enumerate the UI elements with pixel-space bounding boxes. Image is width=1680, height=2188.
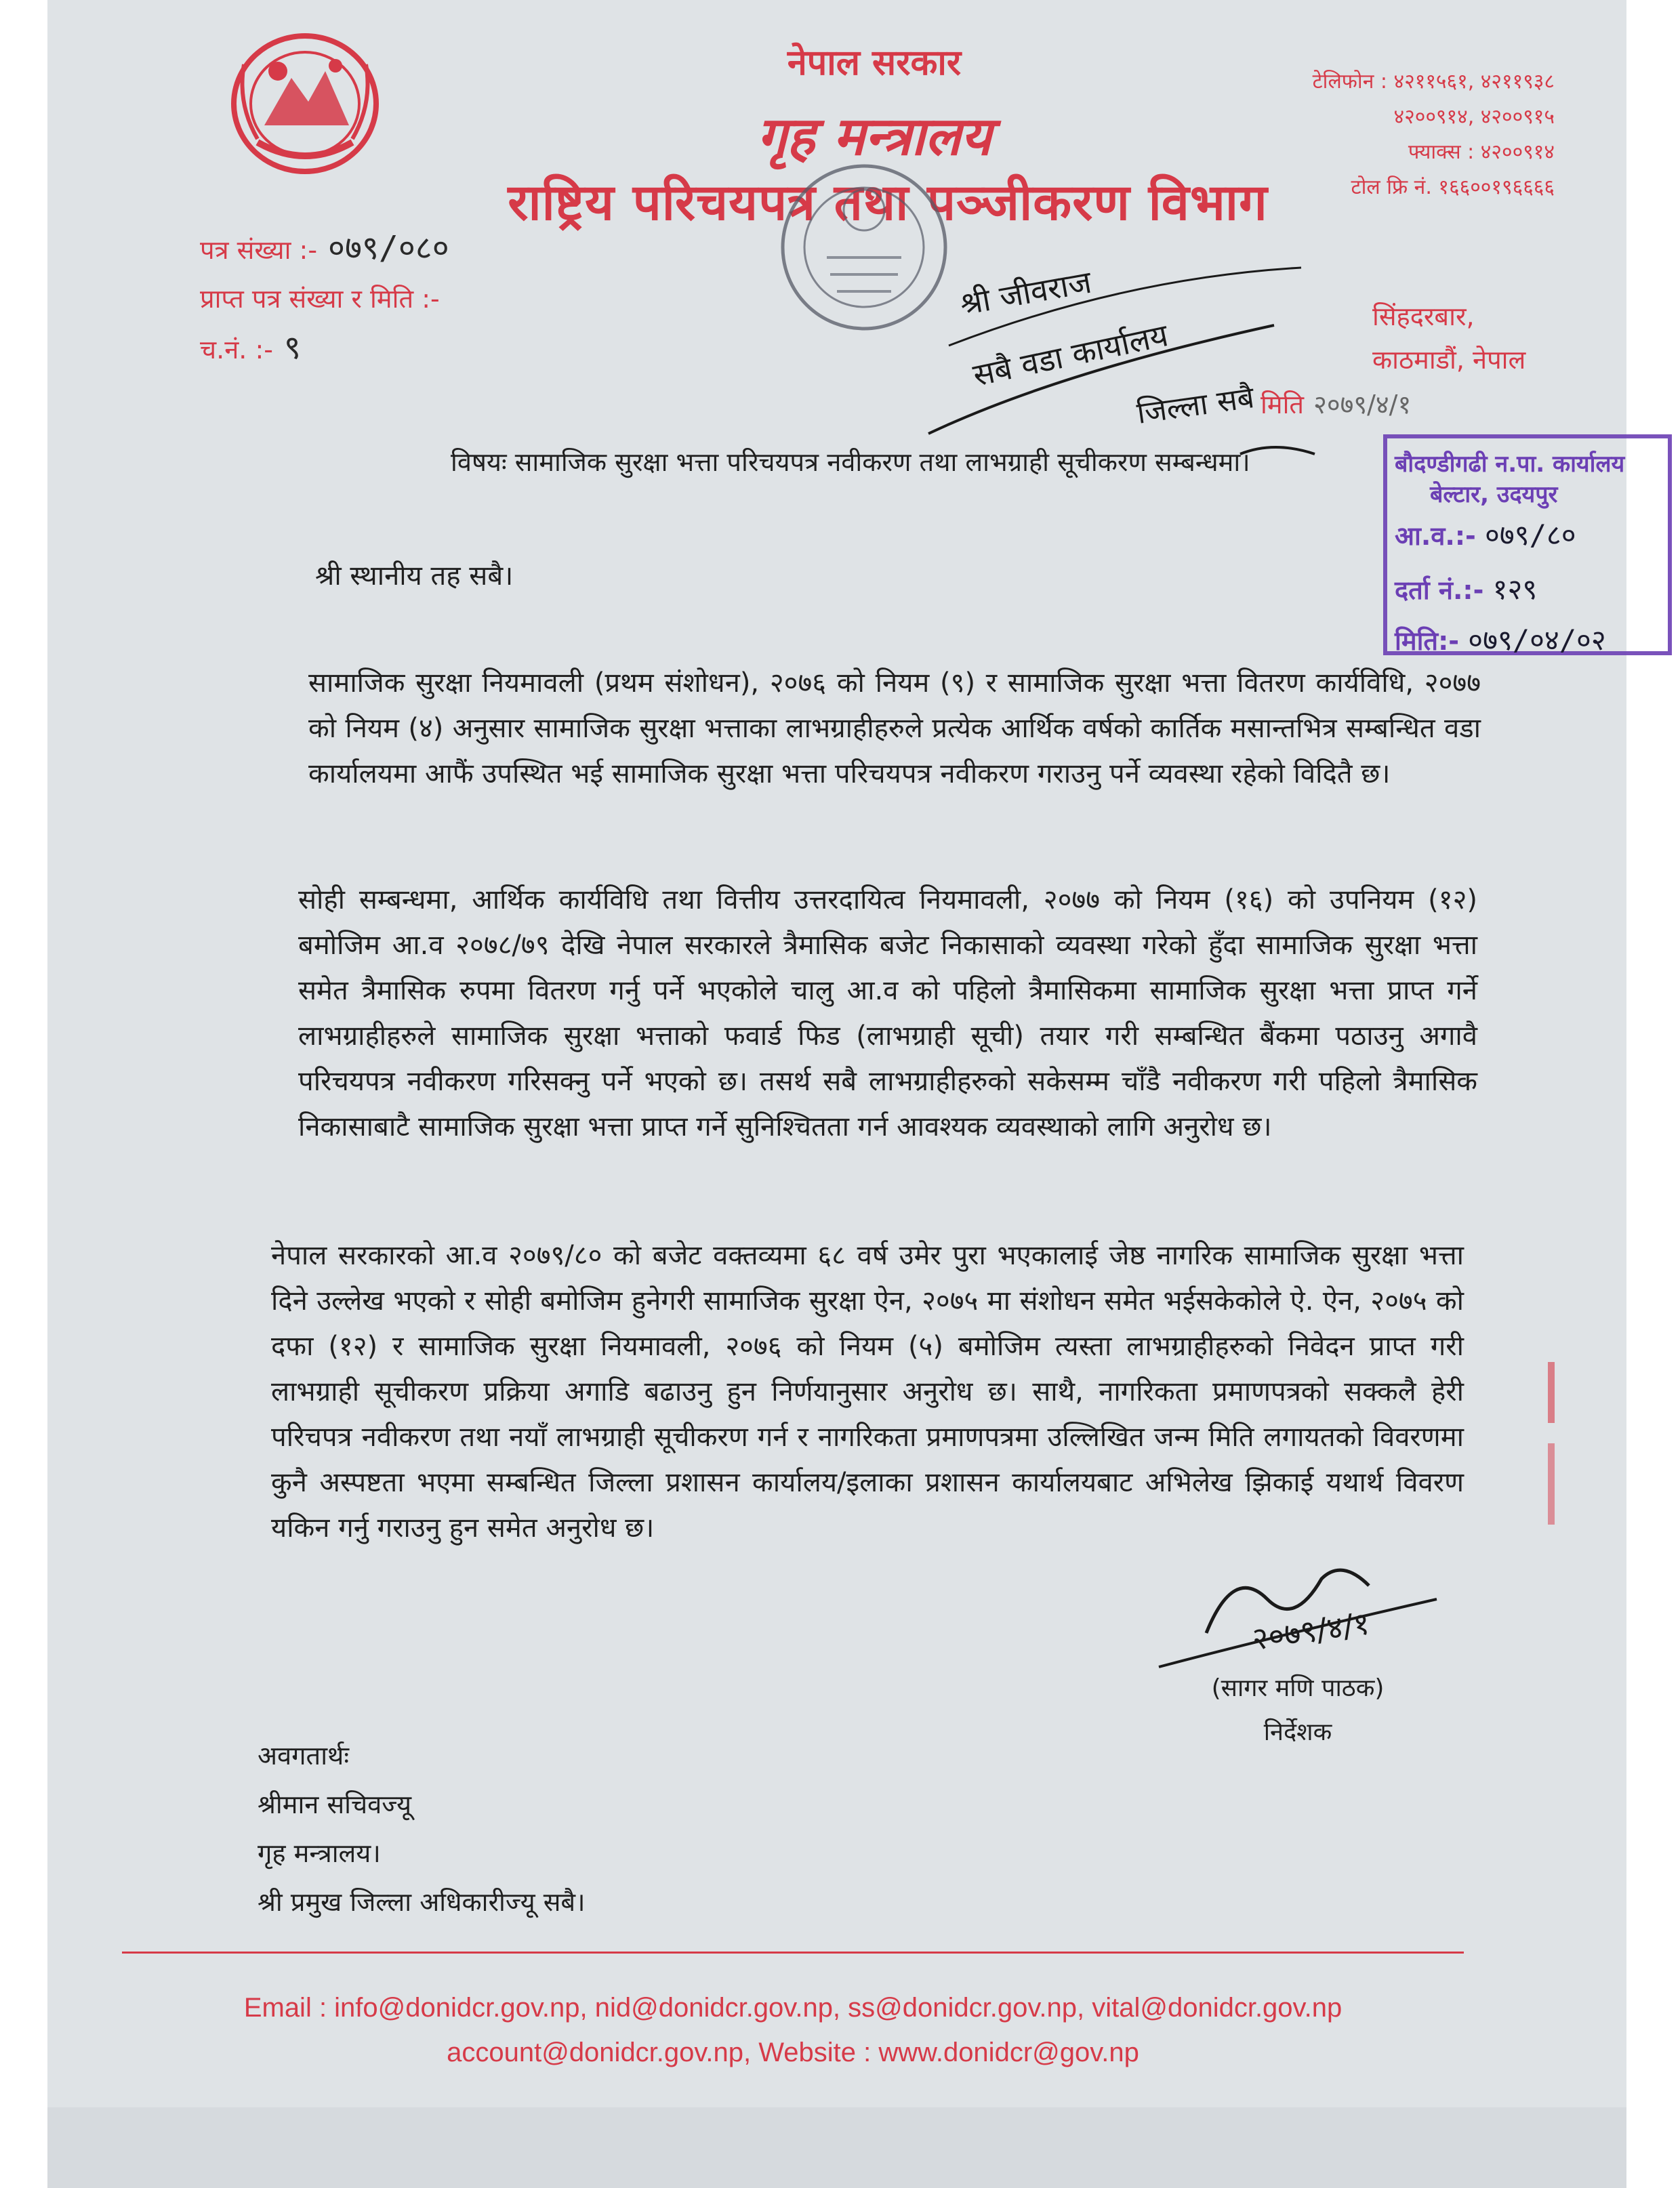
address-line-1: सिंहदरबार, (1372, 302, 1475, 331)
stamp-fiscal-year-row (1395, 515, 1576, 554)
body-paragraph-1: सामाजिक सुरक्षा नियमावली (प्रथम संशोधन), २०७६ को नियम (९) र सामाजिक सुरक्षा भत्ता वितरण कार्यविधि, २०७७ को नियम (४) अनुसार सामाजिक सुरक्षा भत्ताका लाभग्राहीहरुले प्रत्येक आर्थिक वर्षको कार्तिक मसान्तभित्र सम्बन्धित वडा कार्यालयमा आफैं उपस्थित भई सामाजिक सुरक्षा भत्ता परिचयपत्र नवीकरण गराउनु पर्ने व्यवस्था रहेको विदितै छ। (308, 667, 1481, 789)
cc-block (258, 1731, 586, 1926)
nepal-emblem-icon (217, 24, 393, 180)
body-paragraph-2: सोही सम्बन्धमा, आर्थिक कार्यविधि तथा वित्तीय उत्तरदायित्व नियमावली, २०७७ को नियम (१६) को उपनियम (१२) बमोजिम आ.व २०७८/७९ देखि नेपाल सरकारले त्रैमासिक बजेट निकासाको व्यवस्था गरेको हुँदा सामाजिक सुरक्षा भत्ता समेत त्रैमासिक रुपमा वितरण गर्नु पर्ने भएकोले चालु आ.व को पहिलो त्रैमासिकमा सामाजिक सुरक्षा भत्ता प्राप्त गर्ने लाभग्राहीहरुले सामाजिक सुरक्षा भत्ताको फवार्ड फिड (लाभग्राही सूची) तयार गरी सम्बन्धित बैंकमा पठाउनु अगावै परिचयपत्र नवीकरण गरिसक्नु पर्ने भएको छ। तसर्थ सबै लाभग्राहीहरुको सकेसम्म चाँडै नवीकरण गरी पहिलो त्रैमासिक निकासाबाटै सामाजिक सुरक्षा भत्ता प्राप्त गर्ने सुनिश्चितता गर्न आवश्यक व्यवस्थाको लागि अनुरोध छ। (298, 884, 1477, 1142)
government-title: नेपाल सरकार (787, 43, 962, 83)
cc-recipient: गृह मन्त्रालय। (258, 1838, 381, 1868)
date-value: २०७९/४/१ (1313, 390, 1412, 419)
fax-line: फ्याक्स : ४२००९१४ (1408, 140, 1555, 164)
dispatch-number-row (200, 323, 449, 374)
stamp-date-row (1395, 620, 1606, 659)
footer-website-line: account@donidcr.gov.np, Website : www.donidcr@gov.np (447, 2038, 1139, 2067)
received-ref-label: प्राप्त पत्र संख्या र मिति :- (200, 284, 440, 314)
dispatch-number-value: ९ (283, 329, 301, 367)
dispatch-number-label: च.नं. :- (200, 335, 273, 365)
letter-meta (200, 224, 449, 374)
letter-subject: विषयः सामाजिक सुरक्षा भत्ता परिचयपत्र नवीकरण तथा लाभग्राही सूचीकरण सम्बन्धमा। (451, 447, 1250, 477)
salutation: श्री स्थानीय तह सबै। (315, 560, 514, 592)
stamp-fiscal-year-value: ०७९/८० (1485, 518, 1576, 552)
phone-line: टेलिफोन : ४२११५६१, ४२११९३८ (1312, 70, 1555, 94)
letter-number-value: ०७९/०८० (328, 229, 449, 267)
letter-number-label: पत्र संख्या :- (200, 235, 318, 265)
stamp-reg-number-label: दर्ता नं.:- (1395, 575, 1484, 605)
stamp-fiscal-year-label: आ.व.:- (1395, 521, 1476, 551)
office-address (1372, 295, 1555, 381)
margin-stamp-mark (1538, 1362, 1565, 1538)
toll-free-line: टोल फ्रि नं. १६६००१९६६६६ (1351, 176, 1555, 199)
handwritten-note-line-3: जिल्ला सबै (1134, 380, 1256, 431)
scan-margin (0, 0, 47, 2188)
phone-line-2: ४२००९१४, ४२००९१५ (1393, 105, 1555, 129)
signer-title: निर्देशक (1263, 1718, 1332, 1746)
received-ref-row (200, 274, 449, 323)
stamp-date-label: मिति:- (1395, 626, 1460, 656)
cc-heading: अवगतार्थः (258, 1741, 350, 1771)
department-title: राष्ट्रिय परिचयपत्र तथा पञ्जीकरण विभाग (508, 173, 1268, 232)
stamp-date-value: ०७९/०४/०२ (1468, 623, 1606, 657)
contact-block (1256, 64, 1555, 205)
letter-number-row (200, 224, 449, 274)
address-line-2: काठमाडौं, नेपाल (1372, 345, 1526, 375)
handwritten-note-line-2: सबै वडा कार्यालय (970, 316, 1172, 394)
signer-name: (सागर मणि पाठक) (1211, 1674, 1385, 1702)
stamp-reg-number-row (1395, 569, 1537, 608)
stamp-office-line-1: बौदण्डीगढी न.पा. कार्यालय (1395, 451, 1625, 478)
footer-contact (122, 1985, 1464, 2075)
body-paragraph-3: नेपाल सरकारको आ.व २०७९/८० को बजेट वक्तव्यमा ६८ वर्ष उमेर पुरा भएकालाई जेष्ठ नागरिक सामाजिक सुरक्षा भत्ता दिने उल्लेख भएको र सोही बमोजिम हुनेगरी सामाजिक सुरक्षा ऐन, २०७५ मा संशोधन समेत भईसकेकोले ऐ. ऐन, २०७५ को दफा (१२) र सामाजिक सुरक्षा नियमावली, २०७६ को नियम (५) बमोजिम त्यस्ता लाभग्राहीहरुको निवेदन प्राप्त गरी लाभग्राही सूचीकरण प्रक्रिया अगाडि बढाउनु हुन निर्णयानुसार अनुरोध छ। साथै, नागरिकता प्रमाणपत्रको सक्कलै हेरी परिचपत्र नवीकरण तथा नयाँ लाभग्राही सूचीकरण गर्न र नागरिकता प्रमाणपत्रमा उल्लिखित जन्म मिति लगायतको विवरणमा कुनै अस्पष्टता भएमा सम्बन्धित जिल्ला प्रशासन कार्यालय/इलाका प्रशासन कार्यालयबाट अभिलेख झिकाई यथार्थ विवरण यकिन गर्नु गराउनु हुन समेत अनुरोध छ। (271, 1240, 1464, 1544)
stamp-office-line-2: बेल्टार, उदयपुर (1430, 481, 1558, 508)
signature-date: २०७९/४/१ (1250, 1605, 1372, 1657)
date-label: मिति (1261, 390, 1305, 419)
footer-email-line: Email : info@donidcr.gov.np, nid@donidcr.gov.np, ss@donidcr.gov.np, vital@donidcr.gov.np (243, 1993, 1343, 2023)
cc-recipient: श्रीमान सचिवज्यू (258, 1790, 412, 1819)
cc-recipient: श्री प्रमुख जिल्ला अधिकारीज्यू सबै। (258, 1887, 586, 1917)
ministry-title: गृह मन्त्रालय (757, 106, 991, 167)
handwritten-note-line-1: श्री जीवराज (957, 263, 1094, 323)
stamp-reg-number-value: १२९ (1492, 573, 1538, 606)
scan-bottom-band (47, 2107, 1626, 2188)
footer-divider (122, 1952, 1464, 1954)
